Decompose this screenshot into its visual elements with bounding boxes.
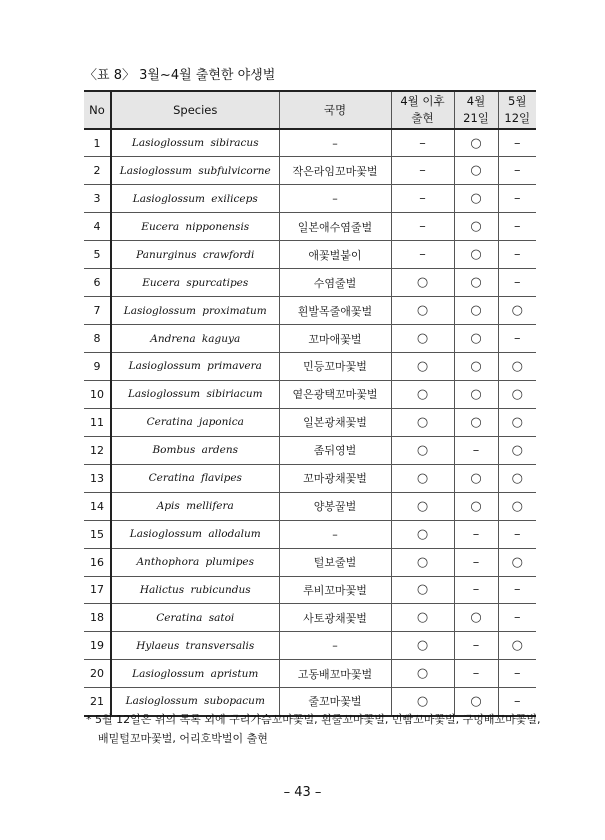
cell-korean-name: 좀뒤영벌 bbox=[279, 436, 391, 464]
cell-species: Lasioglossum sibiracus bbox=[111, 129, 279, 157]
cell-species: Halictus rubicundus bbox=[111, 576, 279, 604]
cell-korean-name: 양봉꿀벌 bbox=[279, 492, 391, 520]
cell-no: 11 bbox=[90, 415, 104, 429]
cell-korean-name: 애꽃벌붙이 bbox=[279, 241, 391, 269]
cell-may-12: – bbox=[498, 269, 536, 297]
cell-april-21: ○ bbox=[454, 688, 498, 716]
cell-april-21: ○ bbox=[454, 353, 498, 381]
table-row bbox=[84, 436, 536, 464]
cell-species: Apis mellifera bbox=[111, 492, 279, 520]
cell-species: Eucera spurcatipes bbox=[111, 269, 279, 297]
cell-after-april: ○ bbox=[391, 380, 454, 408]
cell-no: 2 bbox=[93, 164, 101, 178]
cell-no: 15 bbox=[90, 527, 104, 541]
cell-no: 10 bbox=[90, 387, 104, 401]
header-korean-name: 국명 bbox=[279, 91, 391, 129]
cell-april-21: ○ bbox=[454, 241, 498, 269]
cell-may-12: – bbox=[498, 129, 536, 157]
cell-korean-name: 일본애수염줄벌 bbox=[279, 213, 391, 241]
cell-april-21: ○ bbox=[454, 185, 498, 213]
cell-may-12: ○ bbox=[498, 492, 536, 520]
cell-april-21: ○ bbox=[454, 157, 498, 185]
cell-after-april: ○ bbox=[391, 353, 454, 381]
table-row bbox=[84, 297, 536, 325]
cell-species: Lasioglossum primavera bbox=[111, 353, 279, 381]
cell-species: Eucera nipponensis bbox=[111, 213, 279, 241]
cell-korean-name: 흰발목줄애꽃벌 bbox=[279, 297, 391, 325]
table-row bbox=[84, 408, 536, 436]
cell-korean-name: – bbox=[279, 129, 391, 157]
cell-after-april: ○ bbox=[391, 520, 454, 548]
cell-no: 16 bbox=[90, 555, 104, 569]
cell-no: 12 bbox=[90, 443, 104, 457]
cell-april-21: – bbox=[454, 548, 498, 576]
cell-no: 8 bbox=[93, 332, 101, 346]
header-species: Species bbox=[111, 91, 279, 129]
cell-species: Lasioglossum proximatum bbox=[111, 297, 279, 325]
cell-may-12: ○ bbox=[498, 353, 536, 381]
cell-species: Panurginus crawfordi bbox=[111, 241, 279, 269]
cell-no: 6 bbox=[93, 276, 101, 290]
cell-species: Bombus ardens bbox=[111, 436, 279, 464]
cell-korean-name: – bbox=[279, 520, 391, 548]
cell-korean-name: 일본광채꽃벌 bbox=[279, 408, 391, 436]
page-number: – 43 – bbox=[283, 785, 322, 800]
table-row bbox=[84, 520, 536, 548]
cell-may-12: – bbox=[498, 325, 536, 353]
cell-may-12: – bbox=[498, 520, 536, 548]
cell-korean-name: 옅은광택꼬마꽃벌 bbox=[279, 380, 391, 408]
cell-no: 14 bbox=[90, 499, 104, 513]
cell-may-12: ○ bbox=[498, 436, 536, 464]
cell-no: 20 bbox=[90, 667, 104, 681]
footnote bbox=[86, 710, 540, 748]
footnote-line: * 5월 12일은 위의 목록 외에 구리가슴꼬마꽃벌, 흰줄꼬마꽃벌, 민빰꼬마꽃벌, 구멍배꼬마꽃벌, bbox=[86, 713, 541, 726]
cell-species: Ceratina flavipes bbox=[111, 464, 279, 492]
cell-may-12: – bbox=[498, 157, 536, 185]
table-row bbox=[84, 660, 536, 688]
table-row bbox=[84, 632, 536, 660]
cell-korean-name: 꼬마애꽃벌 bbox=[279, 325, 391, 353]
cell-may-12: – bbox=[498, 660, 536, 688]
cell-after-april: – bbox=[391, 157, 454, 185]
cell-april-21: ○ bbox=[454, 129, 498, 157]
table-row bbox=[84, 464, 536, 492]
wild-bee-table bbox=[84, 90, 536, 717]
cell-korean-name: 털보줄벌 bbox=[279, 548, 391, 576]
cell-korean-name: 사토광채꽃벌 bbox=[279, 604, 391, 632]
cell-after-april: – bbox=[391, 185, 454, 213]
table-row bbox=[84, 269, 536, 297]
cell-april-21: ○ bbox=[454, 380, 498, 408]
table-row bbox=[84, 213, 536, 241]
cell-after-april: ○ bbox=[391, 632, 454, 660]
header-line: 출현 bbox=[411, 111, 434, 125]
cell-april-21: ○ bbox=[454, 464, 498, 492]
table-row bbox=[84, 492, 536, 520]
cell-may-12: ○ bbox=[498, 408, 536, 436]
cell-species: Lasioglossum sibiriacum bbox=[111, 380, 279, 408]
cell-may-12: ○ bbox=[498, 297, 536, 325]
cell-species: Lasioglossum subopacum bbox=[111, 688, 279, 716]
cell-after-april: ○ bbox=[391, 660, 454, 688]
cell-april-21: ○ bbox=[454, 269, 498, 297]
cell-may-12: – bbox=[498, 604, 536, 632]
cell-may-12: ○ bbox=[498, 548, 536, 576]
cell-no: 13 bbox=[90, 471, 104, 485]
cell-april-21: – bbox=[454, 660, 498, 688]
cell-april-21: – bbox=[454, 576, 498, 604]
cell-no: 9 bbox=[93, 359, 101, 373]
cell-after-april: – bbox=[391, 213, 454, 241]
cell-korean-name: 작은라임꼬마꽃벌 bbox=[279, 157, 391, 185]
cell-korean-name: 수염줄벌 bbox=[279, 269, 391, 297]
cell-after-april: ○ bbox=[391, 688, 454, 716]
table-row bbox=[84, 157, 536, 185]
cell-korean-name: 민등꼬마꽃벌 bbox=[279, 353, 391, 381]
cell-species: Andrena kaguya bbox=[111, 325, 279, 353]
cell-species: Lasioglossum allodalum bbox=[111, 520, 279, 548]
cell-korean-name: 줄꼬마꽃벌 bbox=[279, 688, 391, 716]
cell-no: 3 bbox=[93, 192, 101, 206]
cell-after-april: ○ bbox=[391, 297, 454, 325]
cell-species: Lasioglossum apristum bbox=[111, 660, 279, 688]
cell-no: 7 bbox=[93, 304, 101, 318]
cell-after-april: – bbox=[391, 129, 454, 157]
header-may-12 bbox=[498, 91, 536, 129]
header-line: 12일 bbox=[504, 111, 531, 125]
table-row bbox=[84, 548, 536, 576]
header-line: 4월 이후 bbox=[400, 94, 445, 108]
table-caption: 〈표 8〉 3월~4월 출현한 야생벌 bbox=[84, 68, 276, 83]
cell-species: Hylaeus transversalis bbox=[111, 632, 279, 660]
table-row bbox=[84, 241, 536, 269]
cell-may-12: ○ bbox=[498, 380, 536, 408]
cell-no: 19 bbox=[90, 639, 104, 653]
cell-april-21: ○ bbox=[454, 297, 498, 325]
cell-april-21: – bbox=[454, 436, 498, 464]
cell-may-12: ○ bbox=[498, 464, 536, 492]
table-row bbox=[84, 353, 536, 381]
cell-april-21: ○ bbox=[454, 213, 498, 241]
cell-after-april: ○ bbox=[391, 604, 454, 632]
table-row bbox=[84, 576, 536, 604]
table-row bbox=[84, 325, 536, 353]
cell-after-april: ○ bbox=[391, 548, 454, 576]
cell-after-april: ○ bbox=[391, 325, 454, 353]
cell-after-april: – bbox=[391, 241, 454, 269]
cell-species: Anthophora plumipes bbox=[111, 548, 279, 576]
cell-species: Ceratina satoi bbox=[111, 604, 279, 632]
cell-no: 1 bbox=[93, 136, 101, 150]
header-line: 21일 bbox=[463, 111, 489, 125]
cell-no: 18 bbox=[90, 611, 104, 625]
cell-no: 5 bbox=[93, 248, 101, 262]
cell-april-21: ○ bbox=[454, 408, 498, 436]
cell-may-12: – bbox=[498, 185, 536, 213]
cell-may-12: – bbox=[498, 576, 536, 604]
cell-may-12: ○ bbox=[498, 632, 536, 660]
cell-korean-name: – bbox=[279, 185, 391, 213]
header-line: 5월 bbox=[508, 94, 527, 108]
cell-species: Lasioglossum subfulvicorne bbox=[111, 157, 279, 185]
cell-korean-name: 고동배꼬마꽃벌 bbox=[279, 660, 391, 688]
header-line: 4월 bbox=[466, 94, 486, 108]
header-after-april bbox=[391, 91, 454, 129]
cell-after-april: ○ bbox=[391, 408, 454, 436]
cell-april-21: ○ bbox=[454, 604, 498, 632]
cell-april-21: – bbox=[454, 632, 498, 660]
cell-april-21: ○ bbox=[454, 325, 498, 353]
table-row bbox=[84, 129, 536, 157]
cell-korean-name: 꼬마광채꽃벌 bbox=[279, 464, 391, 492]
cell-korean-name: – bbox=[279, 632, 391, 660]
table-row bbox=[84, 604, 536, 632]
cell-may-12: – bbox=[498, 241, 536, 269]
table-row bbox=[84, 185, 536, 213]
cell-korean-name: 루비꼬마꽃벌 bbox=[279, 576, 391, 604]
cell-species: Lasioglossum exiliceps bbox=[111, 185, 279, 213]
cell-april-21: – bbox=[454, 520, 498, 548]
cell-no: 4 bbox=[93, 220, 101, 234]
header-no: No bbox=[84, 91, 111, 129]
footnote-line: 배밑털꼬마꽃벌, 어리호박벌이 출현 bbox=[98, 732, 268, 745]
cell-no: 21 bbox=[90, 694, 104, 708]
cell-after-april: ○ bbox=[391, 436, 454, 464]
cell-after-april: ○ bbox=[391, 464, 454, 492]
cell-april-21: ○ bbox=[454, 492, 498, 520]
cell-may-12: – bbox=[498, 688, 536, 716]
cell-after-april: ○ bbox=[391, 492, 454, 520]
cell-may-12: – bbox=[498, 213, 536, 241]
cell-after-april: ○ bbox=[391, 576, 454, 604]
cell-species: Ceratina japonica bbox=[111, 408, 279, 436]
table-header-row bbox=[84, 91, 536, 129]
cell-no: 17 bbox=[90, 583, 104, 597]
header-april-21 bbox=[454, 91, 498, 129]
cell-after-april: ○ bbox=[391, 269, 454, 297]
table-row bbox=[84, 380, 536, 408]
